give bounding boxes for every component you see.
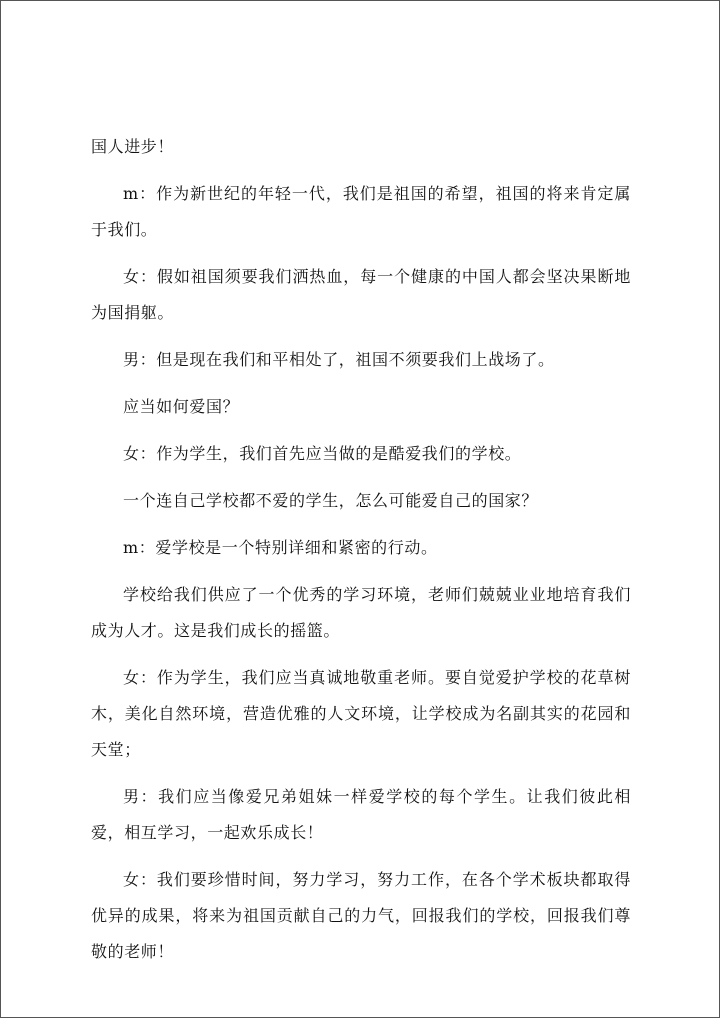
paragraph-6: 女：作为学生，我们首先应当做的是酷爱我们的学校。 [123,444,522,463]
document-body [91,129,631,981]
paragraph-10: 女：作为学生，我们应当真诚地敬重老师。要自觉爱护学校的花草树木，美化自然环境，营造优雅的人文环境，让学校成为名副其实的花园和天堂； [91,668,631,759]
paragraph-11: 男：我们应当像爱兄弟姐妹一样爱学校的每个学生。让我们彼此相爱，相互学习，一起欢乐成长！ [91,787,631,842]
paragraph-5: 应当如何爱国？ [123,397,240,416]
paragraph-9: 学校给我们供应了一个优秀的学习环境，老师们兢兢业业地培育我们成为人才。这是我们成长的摇篮。 [91,585,631,640]
paragraph-8: m：爱学校是一个特别详细和紧密的行动。 [123,538,438,557]
paragraph-12: 女：我们要珍惜时间，努力学习，努力工作，在各个学术板块都取得优异的成果，将来为祖国贡献自己的力气，回报我们的学校，回报我们尊敬的老师！ [91,870,631,961]
paragraph-4: 男：但是现在我们和平相处了，祖国不须要我们上战场了。 [123,350,555,369]
paragraph-3: 女：假如祖国须要我们洒热血，每一个健康的中国人都会坚决果断地为国捐躯。 [91,267,631,322]
paragraph-1: 国人进步！ [91,137,175,156]
paragraph-2: m：作为新世纪的年轻一代，我们是祖国的希望，祖国的将来肯定属于我们。 [91,184,631,239]
paragraph-7: 一个连自己学校都不爱的学生，怎么可能爱自己的国家？ [123,491,539,510]
